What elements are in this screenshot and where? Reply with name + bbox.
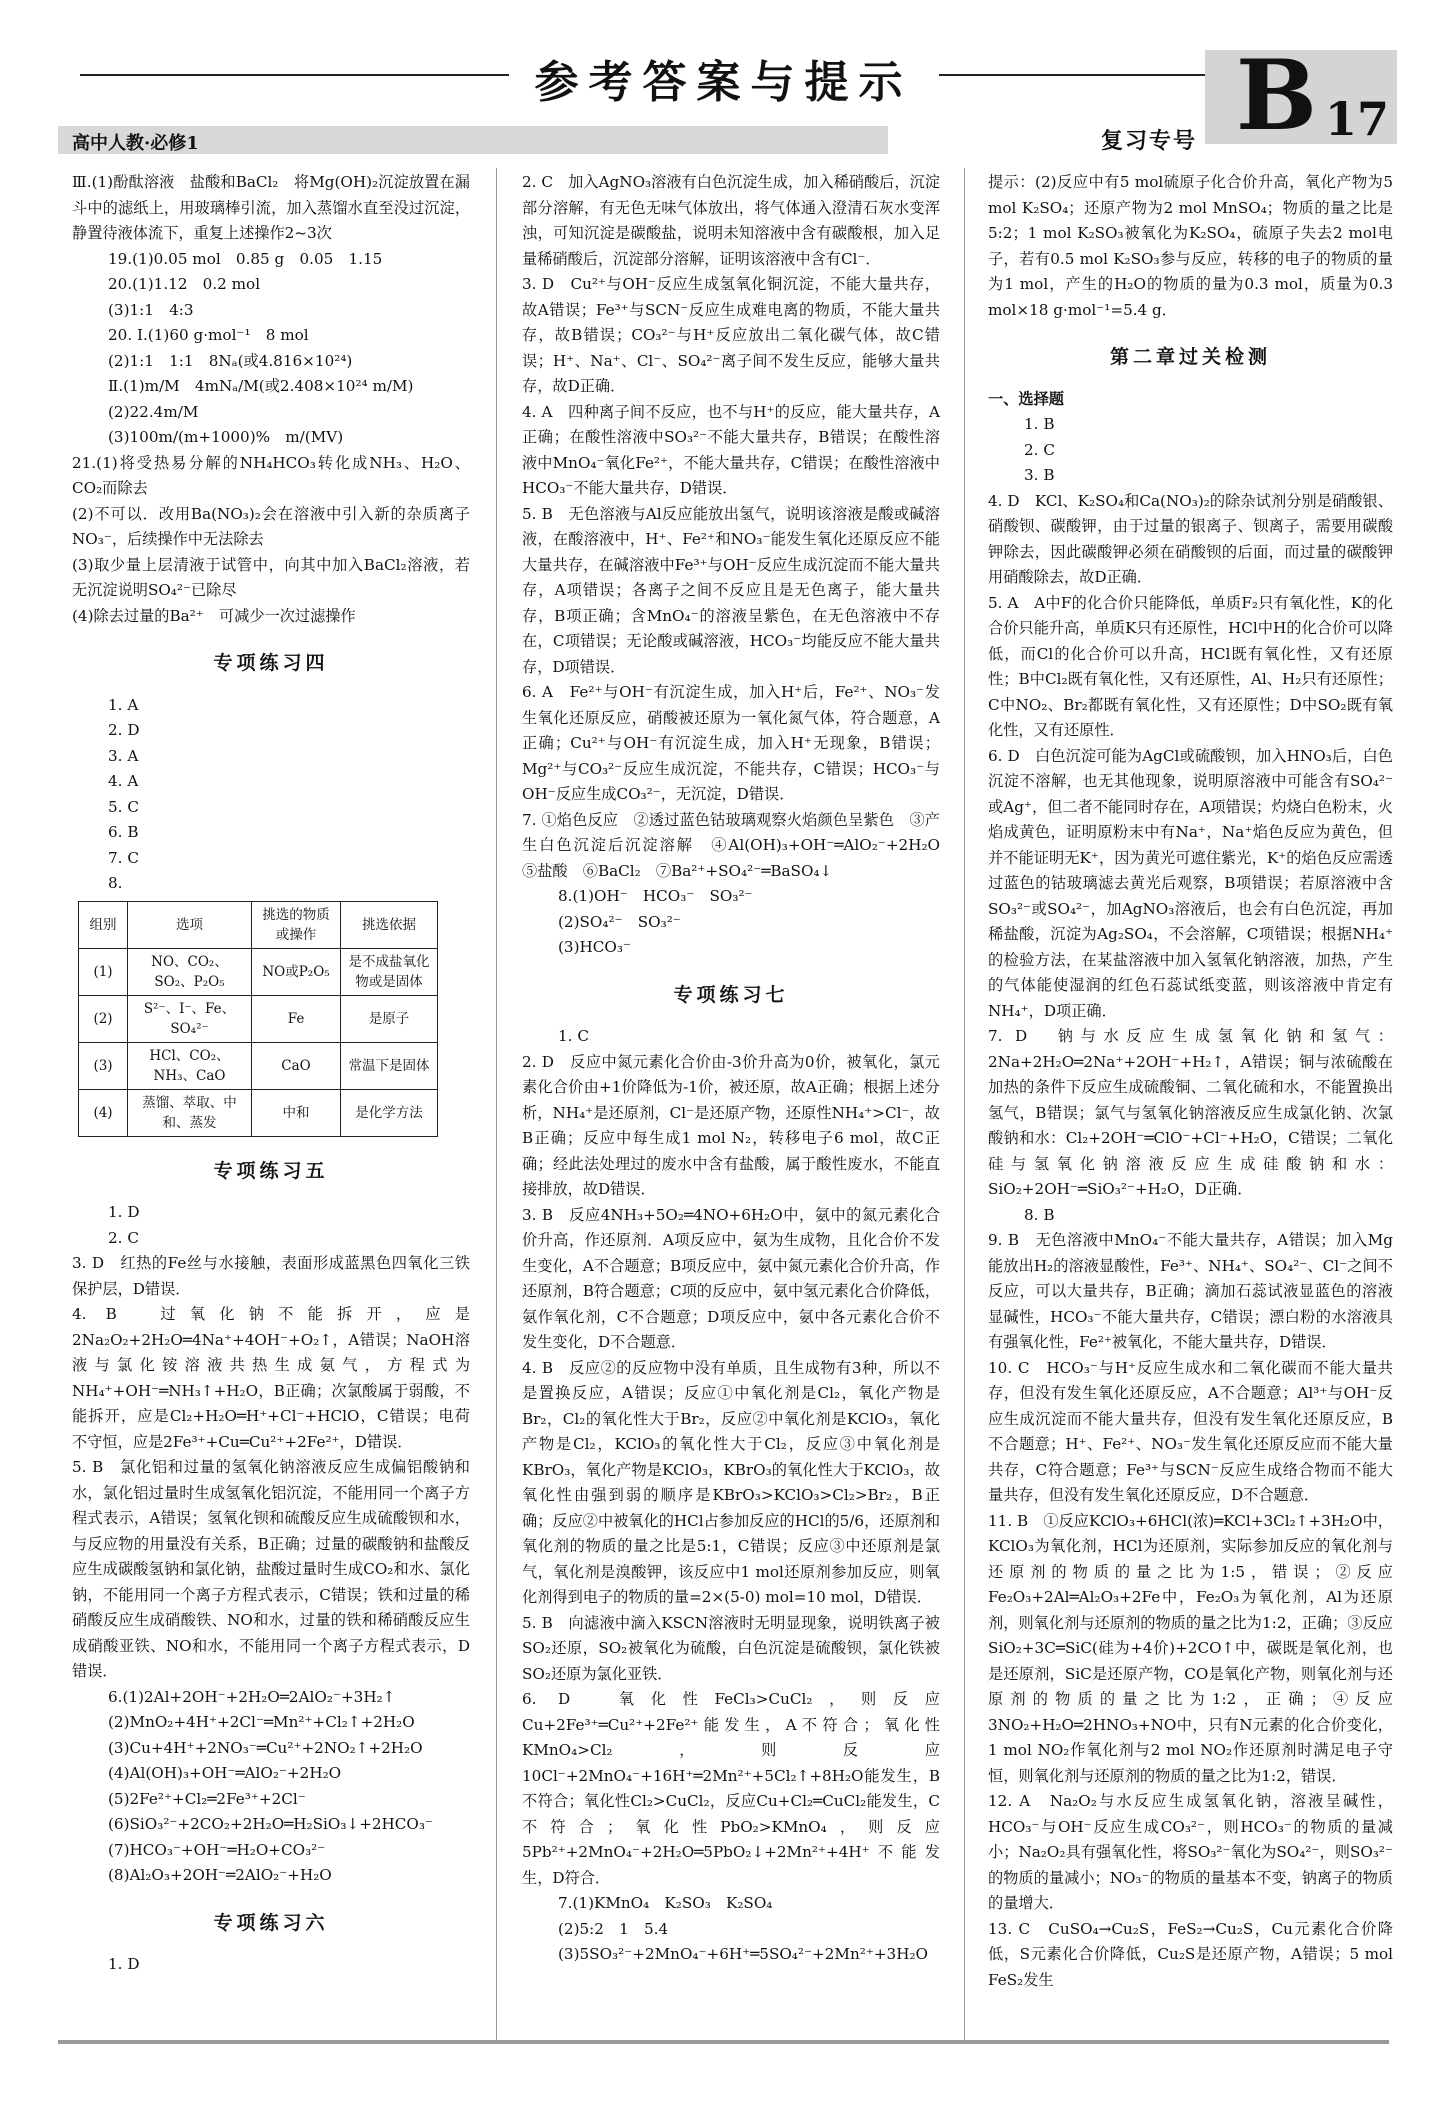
table-cell: 常温下是固体	[341, 1042, 438, 1089]
answer-line: (2)SO₄²⁻ SO₃²⁻	[558, 912, 681, 931]
answer-paragraph: 4. D KCl、K₂SO₄和Ca(NO₃)₂的除杂试剂分别是硝酸银、硝酸钡、碳酸钾，由于过量的银离子、钡离子，需要用碳酸钾除去，因此碳酸钾必须在硝酸钡的后面，而过量的碳酸钾用硝酸除去，故D正确．	[988, 491, 1393, 586]
answer-line: 1. C	[558, 1027, 589, 1045]
answer-line: 2. C	[1024, 440, 1055, 459]
answer-paragraph: 10. C HCO₃⁻与H⁺反应生成水和二氧化碳而不能大量共存，但没有发生氧化还原反应，A不合题意；Al³⁺与OH⁻反应生成沉淀而不能大量共存，但没有发生氧化还原反应，B不合题意；H⁺、Fe²⁺、NO₃⁻发生氧化还原反应而不能大量共存，C符合题意；Fe³⁺与SCN⁻反应生成络合物而不能大量共存，但没有发生氧化还原反应，D不合题意．	[988, 1358, 1393, 1504]
column-3	[988, 170, 1393, 2050]
answer-line: 1. B	[1024, 415, 1055, 433]
answer-line: 19.(1)0.05 mol 0.85 g 0.05 1.15	[108, 249, 383, 268]
answer-paragraph: 6. D 白色沉淀可能为AgCl或硫酸钡，加入HNO₃后，白色沉淀不溶解，也无其他现象，说明原溶液中可能含有SO₄²⁻或Ag⁺，但二者不能同时存在，A项错误；灼烧白色粉末，火焰成黄色，证明原粉末中有Na⁺，Na⁺焰色反应为黄色，但并不能证明无K⁺，因为黄光可遮住紫光，K⁺的焰色反应需透过蓝色的钴玻璃滤去黄光后观察，B项错误；若原溶液中含SO₃²⁻或SO₄²⁻，加AgNO₃溶液后，也会有白色沉淀，再加稀盐酸，沉淀为Ag₂SO₄，不会溶解，C项错误；根据NH₄⁺的检验方法，在某盐溶液中加入氢氧化钠溶液，加热，产生的气体能使湿润的红色石蕊试纸变蓝，则该溶液中肯定有NH₄⁺，D项正确．	[988, 746, 1393, 1020]
answer-paragraph: 21.(1)将受热易分解的NH₄HCO₃转化成NH₃、H₂O、CO₂而除去	[72, 453, 470, 497]
column-2	[522, 170, 956, 2050]
footer-rule	[58, 2040, 1389, 2044]
answer-line: 2. D	[108, 721, 140, 739]
table-header: 选项	[128, 901, 252, 948]
answer-paragraph: 3. D 红热的Fe丝与水接触，表面形成蓝黑色四氧化三铁保护层，D错误．	[72, 1254, 470, 1298]
table-header: 组别	[79, 901, 128, 948]
answer-line: 3. B	[1024, 466, 1055, 484]
section-heading: 专项练习四	[213, 652, 329, 674]
equation-line: (8)Al₂O₃+2OH⁻═2AlO₂⁻+H₂O	[108, 1866, 332, 1884]
page-title: 参考答案与提示	[0, 46, 1447, 110]
table-header: 挑选的物质或操作	[252, 901, 341, 948]
table-cell: S²⁻、I⁻、Fe、SO₄²⁻	[128, 995, 252, 1042]
table-cell: 是原子	[341, 995, 438, 1042]
answer-line: Ⅱ.(1)m/M 4mNₐ/M(或2.408×10²⁴ m/M)	[108, 377, 414, 395]
answer-paragraph: 5. B 氯化铝和过量的氢氧化钠溶液反应生成偏铝酸钠和水，氯化铝过量时生成氢氧化铝沉淀，不能用同一个离子方程式表示，A错误；氢氧化钡和硫酸反应生成硫酸钡和水，与反应物的用量没有关系，B正确；过量的碳酸钠和盐酸反应生成碳酸氢钠和氯化钠，盐酸过量时生成CO₂和水、氯化钠，不能用同一个离子方程式表示，C错误；铁和过量的稀硝酸反应生成硝酸铁、NO和水，过量的铁和稀硝酸反应生成硝酸亚铁、NO和水，不能用同一个离子方程式表示，D错误．	[72, 1458, 470, 1680]
answer-line: 1. A	[108, 695, 139, 714]
table-row	[79, 995, 438, 1042]
answer-line: 8. B	[1024, 1205, 1055, 1224]
table-cell: NO、CO₂、SO₂、P₂O₅	[128, 948, 252, 995]
equation-line: (3)Cu+4H⁺+2NO₃⁻═Cu²⁺+2NO₂↑+2H₂O	[108, 1738, 423, 1757]
answer-line: 5. C	[108, 797, 139, 816]
answer-paragraph: 6. D 氧化性FeCl₃>CuCl₂，则反应Cu+2Fe³⁺═Cu²⁺+2Fe²⁺能发生，A不符合；氧化性KMnO₄>Cl₂，则反应10Cl⁻+2MnO₄⁻+16H⁺═2Mn²⁺+5Cl₂↑+8H₂O能发生，B不符合；氧化性Cl₂>CuCl₂，反应Cu+Cl₂═CuCl₂能发生，C不符合；氧化性PbO₂>KMnO₄，则反应5Pb²⁺+2MnO₄⁻+2H₂O═5PbO₂↓+2Mn²⁺+4H⁺不能发生，D符合．	[522, 1690, 940, 1887]
answer-paragraph: 2. D 反应中氮元素化合价由-3价升高为0价，被氧化，氯元素化合价由+1价降低为-1价，被还原，故A正确；根据上述分析，NH₄⁺是还原剂，Cl⁻是还原产物，还原性NH₄⁺>Cl⁻，故B正确；反应中每生成1 mol N₂，转移电子6 mol，故C正确；经此法处理过的废水中含有盐酸，属于酸性废水，不能直接排放，故D错误．	[522, 1052, 940, 1198]
answer-paragraph: Ⅲ.(1)酚酞溶液 盐酸和BaCl₂ 将Mg(OH)₂沉淀放置在漏斗中的滤纸上，用玻璃棒引流，加入蒸馏水直至没过沉淀，静置待液体流下，重复上述操作2~3次	[72, 173, 470, 242]
answer-line: (3)100m/(m+1000)% m/(MV)	[108, 428, 344, 446]
table-cell: NO或P₂O₅	[252, 948, 341, 995]
equation-line: (7)HCO₃⁻+OH⁻═H₂O+CO₃²⁻	[108, 1840, 326, 1859]
answer-paragraph: 5. B 向滤液中滴入KSCN溶液时无明显现象，说明铁离子被SO₂还原，SO₂被氧化为硫酸，白色沉淀是硫酸钡，氯化铁被SO₂还原为氯化亚铁．	[522, 1613, 940, 1683]
section-heading: 专项练习六	[213, 1911, 329, 1934]
table-cell: (3)	[79, 1042, 128, 1089]
table-row	[79, 948, 438, 995]
answer-line: (3)5SO₃²⁻+2MnO₄⁻+6H⁺═5SO₄²⁻+2Mn²⁺+3H₂O	[558, 1945, 929, 1963]
table-header: 挑选依据	[341, 901, 438, 948]
answer-paragraph: 9. B 无色溶液中MnO₄⁻不能大量共存，A错误；加入Mg能放出H₂的溶液显酸性，Fe³⁺、NH₄⁺、SO₄²⁻、Cl⁻之间不反应，可以大量共存，B正确；滴加石蕊试液显蓝色的溶液显碱性，HCO₃⁻不能大量共存，C错误；漂白粉的水溶液具有强氧化性，Fe²⁺被氧化，不能大量共存，D错误．	[988, 1231, 1393, 1351]
subsection-heading: 一、选择题	[988, 389, 1064, 408]
classification-table	[78, 901, 438, 1137]
table-cell: HCl、CO₂、NH₃、CaO	[128, 1042, 252, 1089]
answer-line: 20. Ⅰ.(1)60 g·mol⁻¹ 8 mol	[108, 326, 309, 344]
answer-paragraph: 4. A 四种离子间不反应，也不与H⁺的反应，能大量共存，A正确；在酸性溶液中SO₃²⁻不能大量共存，B错误；在酸性溶液中MnO₄⁻氧化Fe²⁺，不能大量共存，C错误；在酸性溶液中HCO₃⁻不能大量共存，D错误．	[522, 402, 940, 497]
answer-paragraph: 3. D Cu²⁺与OH⁻反应生成氢氧化铜沉淀，不能大量共存，故A错误；Fe³⁺与SCN⁻反应生成难电离的物质，不能大量共存，故B错误；CO₃²⁻与H⁺反应放出二氧化碳气体，故C错误；H⁺、Na⁺、Cl⁻、SO₄²⁻离子间不发生反应，能够大量共存，故D正确．	[522, 275, 940, 395]
equation-line: (2)MnO₂+4H⁺+2Cl⁻═Mn²⁺+Cl₂↑+2H₂O	[108, 1713, 415, 1731]
table-cell: 蒸馏、萃取、中和、蒸发	[128, 1089, 252, 1136]
equation-line: (6)SiO₃²⁻+2CO₂+2H₂O═H₂SiO₃↓+2HCO₃⁻	[108, 1815, 433, 1833]
answer-paragraph: 4. B 过氧化钠不能拆开，应是2Na₂O₂+2H₂O═4Na⁺+4OH⁻+O₂↑，A错误；NaOH溶液与氯化铵溶液共热生成氨气，方程式为NH₄⁺+OH⁻═NH₃↑+H₂O，B正确；次氯酸属于弱酸，不能拆开，应是Cl₂+H₂O═H⁺+Cl⁻+HClO，C错误；电荷不守恒，应是2Fe³⁺+Cu═Cu²⁺+2Fe²⁺，D错误．	[72, 1305, 470, 1451]
answer-line: 6. B	[108, 823, 139, 841]
answer-line: 7. C	[108, 848, 139, 867]
answer-paragraph: 提示：(2)反应中有5 mol硫原子化合价升高，氧化产物为5 mol K₂SO₄；还原产物为2 mol MnSO₄；物质的量之比是5:2；1 mol K₂SO₃被氧化为K₂SO₄，硫原子失去2 mol电子，若有0.5 mol K₂SO₃参与反应，转移的电子的物质的量为1 mol，产生的H₂O的物质的量为0.3 mol，质量为0.3 mol×18 g·mol⁻¹=5.4 g．	[988, 173, 1393, 319]
table-cell: Fe	[252, 995, 341, 1042]
answer-paragraph: 4. B 反应②的反应物中没有单质，且生成物有3种，所以不是置换反应，A错误；反应①中氧化剂是Cl₂，氧化产物是Br₂，Cl₂的氧化性大于Br₂，反应②中氧化剂是KClO₃，氧化产物是Cl₂，KClO₃的氧化性大于Cl₂，反应③中氧化剂是KBrO₃，氧化产物是KClO₃，KBrO₃的氧化性大于KClO₃，故氧化性由强到弱的顺序是KBrO₃>KClO₃>Cl₂>Br₂，B正确；反应②中被氧化的HCl占参加反应的HCl的5/6，还原剂和氧化剂的物质的量之比是5:1，C错误；反应③中还原剂是氯气，氧化剂是溴酸钾，该反应中1 mol还原剂参加反应，则氧化剂得到电子的物质的量=2×(5-0) mol=10 mol，D错误．	[522, 1358, 941, 1606]
answer-paragraph: 7. ①焰色反应 ②透过蓝色钴玻璃观察火焰颜色呈紫色 ③产生白色沉淀后沉淀溶解 ④Al(OH)₃+OH⁻═AlO₂⁻+2H₂O ⑤盐酸 ⑥BaCl₂ ⑦Ba²⁺+SO₄²⁻═BaSO₄↓	[522, 810, 956, 880]
answer-line: 8.(1)OH⁻ HCO₃⁻ SO₃²⁻	[558, 887, 753, 905]
section-letter: B	[1235, 39, 1317, 152]
answer-paragraph: (4)除去过量的Ba²⁺ 可减少一次过滤操作	[72, 606, 356, 625]
answer-paragraph: 3. B 反应4NH₃+5O₂═4NO+6H₂O中，氨中的氮元素化合价升高，作还原剂．A项反应中，氨为生成物，且化合价不发生变化，A不合题意；B项反应中，氨中氮元素化合价升高，作还原剂，B符合题意；C项的反应中，氨中氢元素化合价降低，氨作氧化剂，C不合题意；D项反应中，氨中各元素化合价不发生变化，D不合题意．	[522, 1205, 940, 1351]
answer-paragraph: 11. B ①反应KClO₃+6HCl(浓)═KCl+3Cl₂↑+3H₂O中，KClO₃为氧化剂，HCl为还原剂，实际参加反应的氧化剂与还原剂的物质的量之比为1:5，错误；②反应Fe₂O₃+2Al═Al₂O₃+2Fe中，Fe₂O₃为氧化剂，Al为还原剂，则氧化剂与还原剂的物质的量之比为1:2，正确；③反应SiO₂+3C═SiC(硅为+4价)+2CO↑中，碳既是氧化剂，也是还原剂，SiC是还原产物，CO是氧化产物，则氧化剂与还原剂的物质的量之比为1:2，正确；④反应3NO₂+H₂O═2HNO₃+NO中，只有N元素的化合价变化，1 mol NO₂作氧化剂与2 mol NO₂作还原剂时满足电子守恒，则氧化剂与还原剂的物质的量之比为1:2，错误．	[988, 1511, 1393, 1785]
table-cell: (2)	[79, 995, 128, 1042]
equation-line: 6.(1)2Al+2OH⁻+2H₂O═2AlO₂⁻+3H₂↑	[108, 1687, 396, 1706]
answer-paragraph: 7. D 钠与水反应生成氢氧化钠和氢气：2Na+2H₂O═2Na⁺+2OH⁻+H₂↑，A错误；铜与浓硫酸在加热的条件下反应生成硫酸铜、二氧化硫和水，不能置换出氢气，B错误；氯气与氢氧化钠溶液反应生成氯化钠、次氯酸钠和水：Cl₂+2OH⁻═ClO⁻+Cl⁻+H₂O，C错误；二氧化硅与氢氧化钠溶液反应生成硅酸钠和水：SiO₂+2OH⁻═SiO₃²⁻+H₂O，D正确．	[988, 1027, 1393, 1198]
table-cell: (4)	[79, 1089, 128, 1136]
answer-paragraph: 12. A Na₂O₂与水反应生成氢氧化钠，溶液呈碱性，HCO₃⁻与OH⁻反应生成CO₃²⁻，则HCO₃⁻的物质的量减小；Na₂O₂具有强氧化性，将SO₃²⁻氧化为SO₄²⁻，则SO₃²⁻的物质的量减小；NO₃⁻的物质的量基本不变，钠离子的物质的量增大．	[988, 1792, 1393, 1912]
table-row	[79, 1089, 438, 1136]
answer-line: 1. D	[108, 1955, 140, 1973]
page-number: 17	[1324, 92, 1389, 146]
answer-line: (2)5:2 1 5.4	[558, 1919, 669, 1938]
section-heading: 专项练习七	[673, 983, 789, 1006]
equation-line: (5)2Fe²⁺+Cl₂═2Fe³⁺+2Cl⁻	[108, 1789, 306, 1808]
answer-paragraph: (3)取少量上层清液于试管中，向其中加入BaCl₂溶液，若无沉淀说明SO₄²⁻已除尽	[72, 555, 470, 599]
answer-line: (2)22.4m/M	[108, 402, 199, 421]
section-heading: 第二章过关检测	[1109, 346, 1271, 368]
issue-label: 复习专号	[1100, 128, 1197, 154]
answer-line: 1. D	[108, 1203, 140, 1221]
table-cell: 是化学方法	[341, 1089, 438, 1136]
answer-line: (3)1:1 4:3	[108, 300, 194, 319]
section-heading: 专项练习五	[213, 1159, 329, 1182]
answer-line: 4. A	[108, 772, 139, 790]
answer-paragraph: 5. A A中F的化合价只能降低，单质F₂只有氧化性，K的化合价只能升高，单质K只有还原性，HCl中H的化合价可以降低，而Cl的化合价可以升高，HCl既有氧化性，又有还原性；B中Cl₂既有氧化性，又有还原性，Al、H₂只有还原性；C中NO₂、Br₂都既有氧化性，又有还原性；D中SO₂既有氧化性，又有还原性．	[988, 593, 1393, 739]
table-cell: (1)	[79, 948, 128, 995]
answer-line: (2)1:1 1:1 8Nₐ(或4.816×10²⁴)	[108, 351, 353, 370]
answer-line: 7.(1)KMnO₄ K₂SO₃ K₂SO₄	[558, 1894, 773, 1912]
column-divider	[964, 168, 965, 2044]
table-cell: CaO	[252, 1042, 341, 1089]
table-row	[79, 1042, 438, 1089]
answer-line: (3)HCO₃⁻	[558, 938, 631, 956]
answer-paragraph: 13. C CuSO₄→Cu₂S，FeS₂→Cu₂S，Cu元素化合价降低，S元素化合价降低，Cu₂S是还原产物，A错误；5 mol FeS₂发生	[988, 1919, 1393, 1989]
answer-line: 2. C	[108, 1228, 139, 1247]
table-cell: 是不成盐氧化物或是固体	[341, 948, 438, 995]
answer-line: 3. A	[108, 746, 139, 765]
answer-line: 8.	[108, 874, 123, 892]
answer-paragraph: 5. B 无色溶液与Al反应能放出氢气，说明该溶液是酸或碱溶液，在酸溶液中，H⁺、Fe²⁺和NO₃⁻能发生氧化还原反应不能大量共存，在碱溶液中Fe³⁺与OH⁻反应生成沉淀而不能大量共存，A项错误；各离子之间不反应且是无色离子，能大量共存，B项正确；含MnO₄⁻的溶液呈紫色，在无色溶液中不存在，C项错误；无论酸或碱溶液，HCO₃⁻均能反应不能大量共存，D项错误．	[522, 504, 940, 676]
answer-paragraph: (2)不可以．改用Ba(NO₃)₂会在溶液中引入新的杂质离子NO₃⁻，后续操作中无法除去	[72, 504, 470, 548]
answer-line: 20.(1)1.12 0.2 mol	[108, 275, 261, 293]
answer-paragraph: 2. C 加入AgNO₃溶液有白色沉淀生成，加入稀硝酸后，沉淀部分溶解，有无色无味气体放出，将气体通入澄清石灰水变浑浊，可知沉淀是碳酸盐，说明未知溶液中含有碳酸根，加入足量稀硝酸后，沉淀部分溶解，证明该溶液中含有Cl⁻．	[522, 173, 940, 268]
answer-paragraph: 6. A Fe²⁺与OH⁻有沉淀生成，加入H⁺后，Fe²⁺、NO₃⁻发生氧化还原反应，硝酸被还原为一氧化氮气体，符合题意，A正确；Cu²⁺与OH⁻有沉淀生成，加入H⁺无现象，B错误；Mg²⁺与CO₃²⁻反应生成沉淀，不能共存，C错误；HCO₃⁻与OH⁻反应生成CO₃²⁻，无沉淀，D错误．	[522, 683, 940, 803]
column-divider	[496, 168, 497, 2044]
column-1	[72, 170, 470, 2050]
equation-line: (4)Al(OH)₃+OH⁻═AlO₂⁻+2H₂O	[108, 1764, 342, 1782]
edition-label: 高中人教·必修1	[72, 133, 199, 154]
table-cell: 中和	[252, 1089, 341, 1136]
